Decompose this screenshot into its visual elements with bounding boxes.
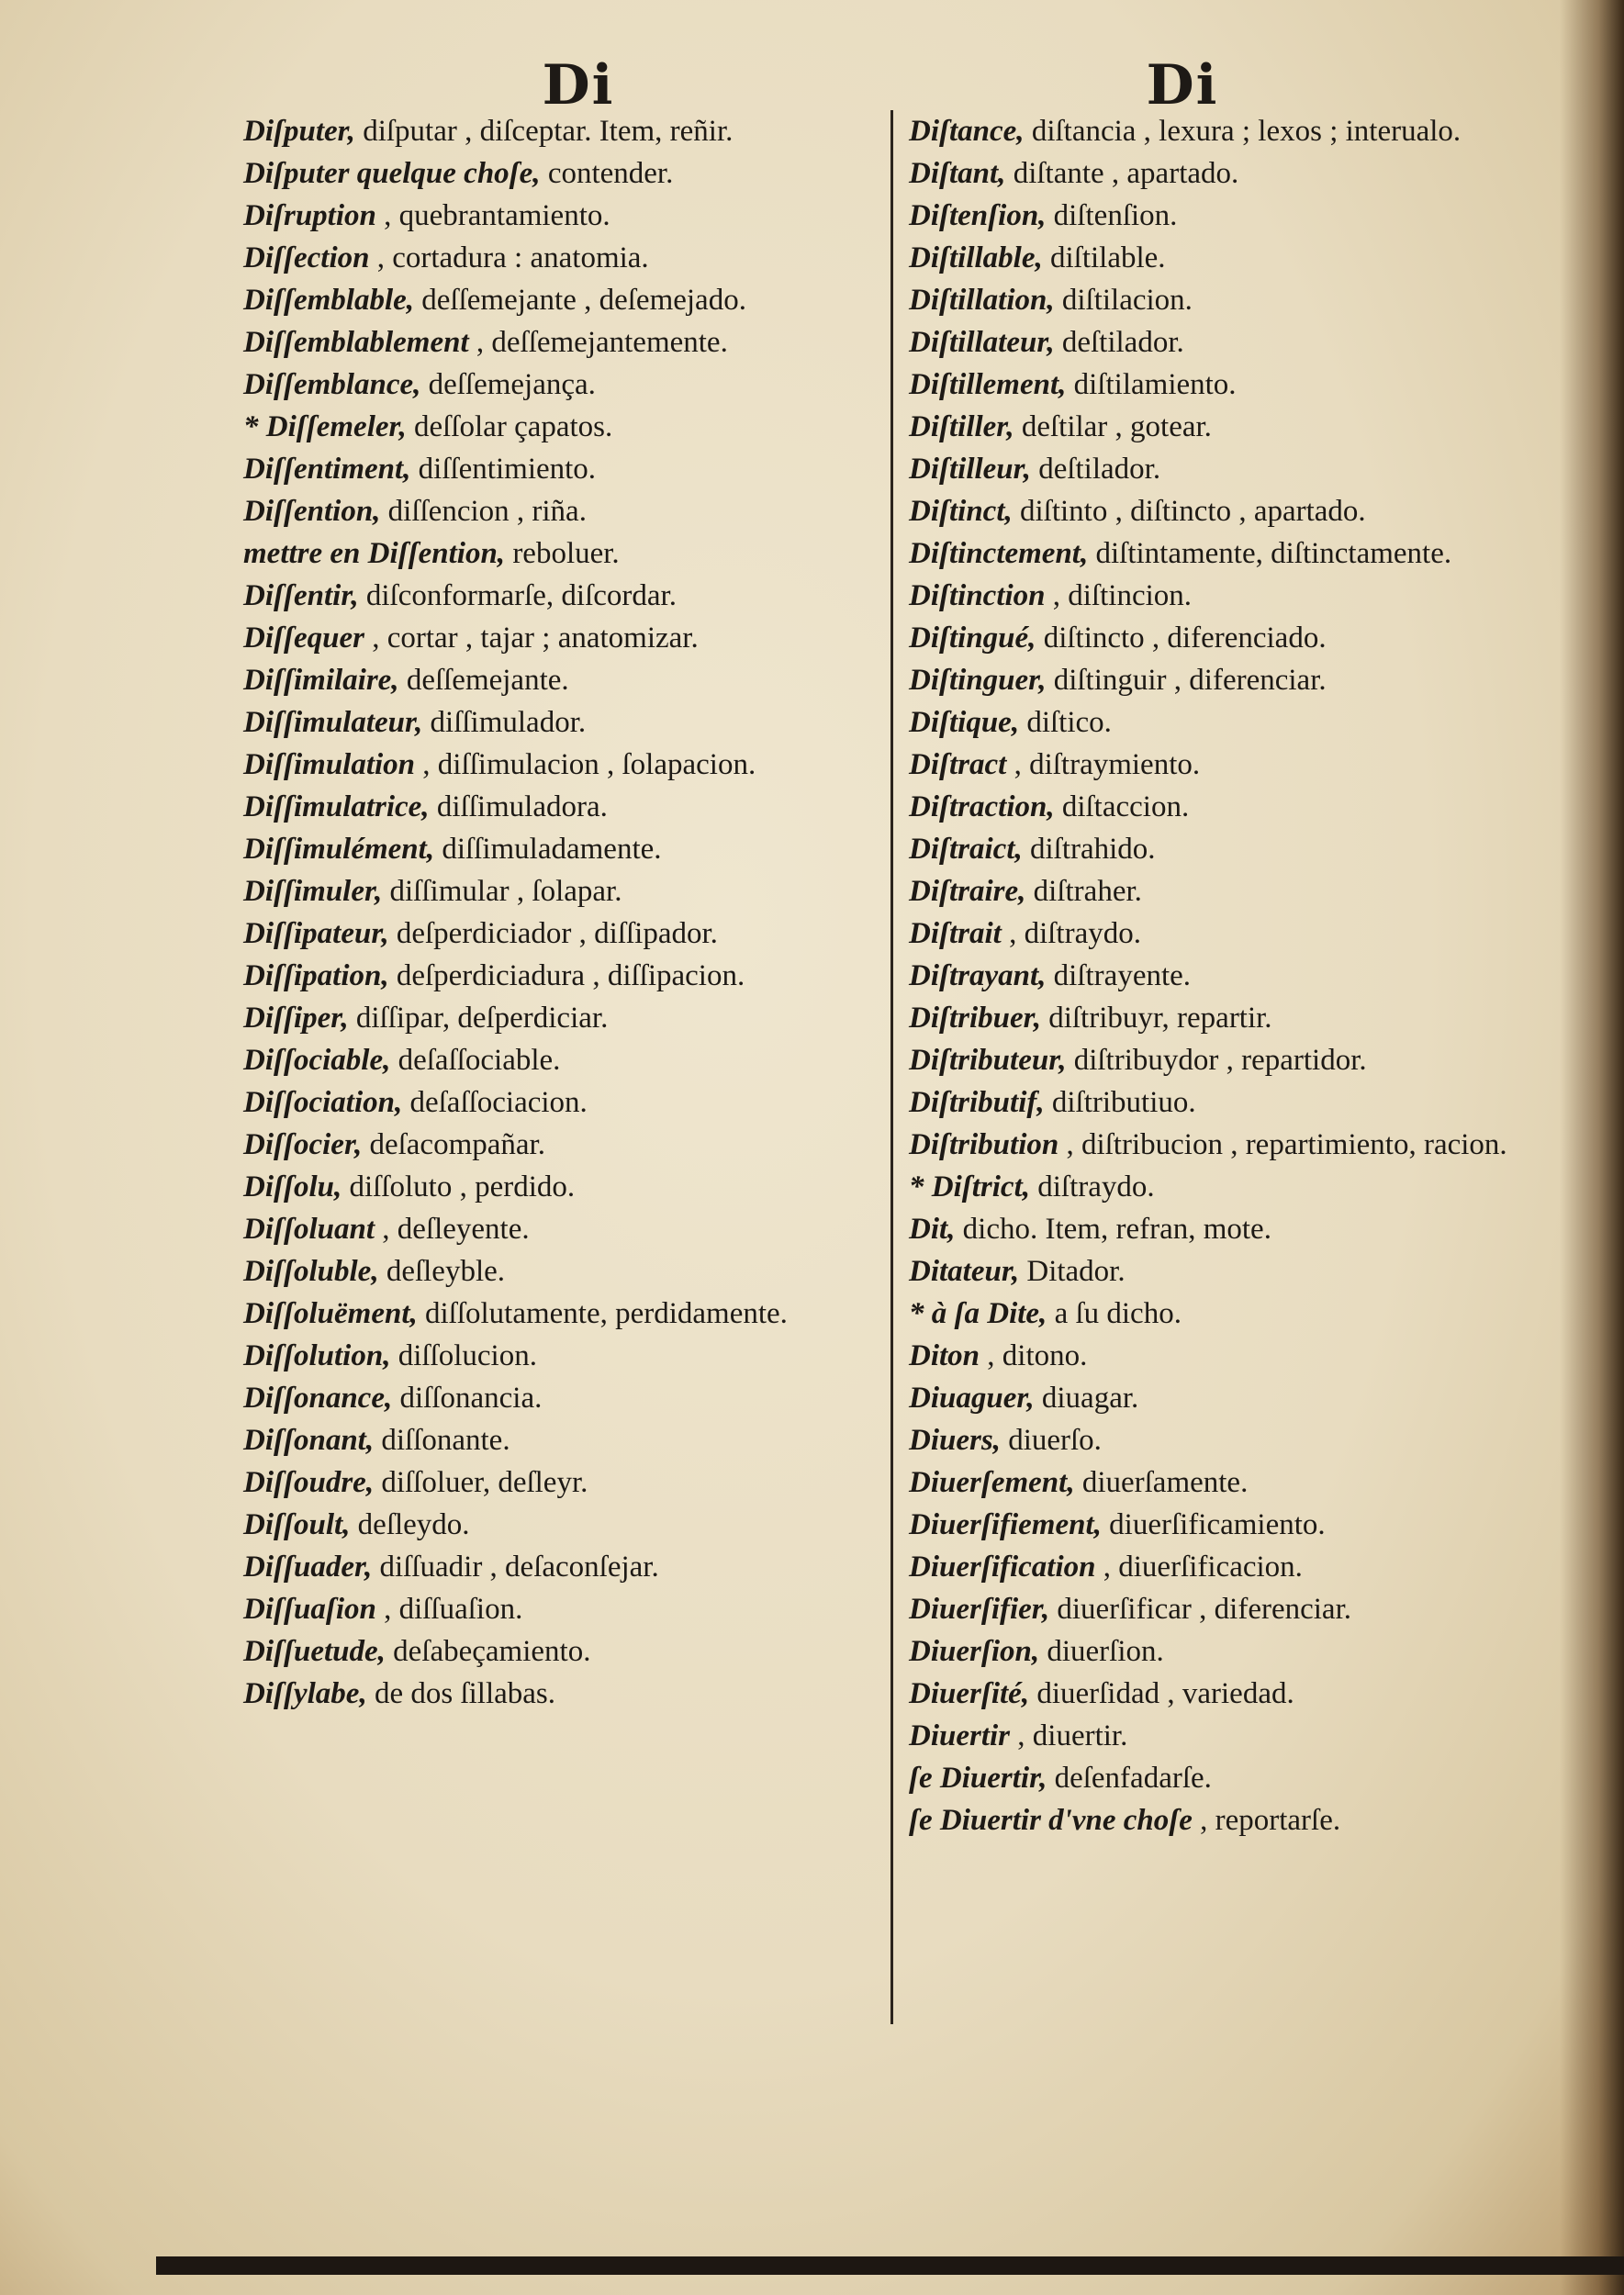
entry-headword: Diſtraict,	[909, 833, 1023, 866]
entry-headword: Diſtinct,	[909, 495, 1013, 528]
dictionary-entry	[909, 997, 1515, 1039]
dictionary-entry	[909, 575, 1515, 617]
entry-translation: deſleydo.	[350, 1508, 470, 1541]
entry-translation: diſtribuydor , repartidor.	[1066, 1044, 1367, 1077]
entry-translation: , diſſimulacion , ſolapacion.	[415, 748, 756, 781]
dictionary-entry	[909, 828, 1515, 870]
dictionary-entry	[243, 1039, 886, 1081]
entry-translation: diſſoluto , perdido.	[342, 1170, 576, 1203]
dictionary-entry	[909, 1208, 1515, 1250]
entry-headword: Diſſimulateur,	[243, 706, 423, 739]
dictionary-entry	[243, 1081, 886, 1124]
entry-headword: Diſſimuler,	[243, 875, 383, 908]
dictionary-entry	[243, 997, 886, 1039]
dictionary-entry	[243, 701, 886, 744]
entry-headword: Diſſentir,	[243, 579, 359, 612]
entry-headword: Diſtributif,	[909, 1086, 1045, 1119]
entry-headword: Diſſemblablement	[243, 326, 469, 359]
entry-headword: Diſſentiment,	[243, 453, 411, 486]
entry-translation: , cortar , tajar ; anatomizar.	[364, 621, 699, 655]
entry-translation: diſſentimiento.	[410, 453, 597, 486]
column-divider	[890, 110, 893, 2024]
entry-translation: diſtributiuo.	[1044, 1086, 1196, 1119]
entry-translation: , quebrantamiento.	[375, 199, 610, 232]
entry-translation: , diuerſificacion.	[1095, 1551, 1303, 1584]
dictionary-entry	[909, 1039, 1515, 1081]
dictionary-entry	[909, 617, 1515, 659]
entry-headword: Diſtributeur,	[909, 1044, 1067, 1077]
entry-headword: Diſſention,	[243, 495, 381, 528]
entry-headword: Diſtant,	[909, 157, 1006, 190]
dictionary-entry	[243, 406, 886, 448]
entry-headword: Diuertir	[909, 1719, 1011, 1752]
dictionary-entry	[243, 237, 886, 279]
entry-headword: ſe Diuertir d'vne choſe	[909, 1804, 1193, 1837]
dictionary-entry	[243, 617, 886, 659]
entry-translation: deſtilador.	[1054, 326, 1184, 359]
entry-headword: Diſſemblance,	[243, 368, 421, 401]
entry-translation: deſſemejante.	[398, 664, 569, 697]
entry-translation: diuerſo.	[1000, 1424, 1102, 1457]
dictionary-entry	[909, 152, 1515, 195]
entry-headword: Diuaguer,	[909, 1382, 1035, 1415]
entry-translation: diſſimuladamente.	[434, 833, 662, 866]
dictionary-entry	[243, 575, 886, 617]
entry-translation: deſtilar , gotear.	[1014, 410, 1212, 443]
entry-translation: , diſtincion.	[1045, 579, 1193, 612]
entry-translation: deſtilador.	[1030, 453, 1161, 486]
entry-translation: Ditador.	[1019, 1255, 1126, 1288]
book-gutter-shadow	[1560, 0, 1624, 2295]
entry-headword: Diſputer,	[243, 115, 355, 148]
entry-translation: , ditono.	[980, 1339, 1088, 1372]
entry-headword: Diſtilleur,	[909, 453, 1031, 486]
entry-headword: Diſſection	[243, 241, 370, 274]
dictionary-entry	[909, 1715, 1515, 1757]
entry-headword: Diſſociation,	[243, 1086, 403, 1119]
entry-headword: Diſſipation,	[243, 959, 389, 992]
entry-headword: Diſſoluëment,	[243, 1297, 418, 1330]
entry-translation: diſtrayente.	[1046, 959, 1192, 992]
dictionary-entry	[243, 912, 886, 955]
entry-translation: , deſſemejantemente.	[468, 326, 728, 359]
dictionary-entry	[243, 195, 886, 237]
dictionary-entry	[909, 532, 1515, 575]
entry-translation: de dos ſillabas.	[366, 1677, 556, 1710]
entry-headword: * Diſſemeler,	[243, 410, 407, 443]
entry-headword: Diuerſion,	[909, 1635, 1040, 1668]
entry-headword: Diſtraire,	[909, 875, 1026, 908]
entry-translation: deſaſſociable.	[390, 1044, 561, 1077]
dictionary-entry	[243, 1335, 886, 1377]
entry-headword: Diuerſifier,	[909, 1593, 1050, 1626]
entry-translation: diſtintamente, diſtinctamente.	[1088, 537, 1452, 570]
dictionary-entry	[909, 1293, 1515, 1335]
entry-headword: Diſſociable,	[243, 1044, 391, 1077]
dictionary-entry	[243, 1588, 886, 1630]
dictionary-entry	[909, 1673, 1515, 1715]
entry-translation: diſſonante.	[374, 1424, 510, 1457]
entry-headword: Diſſemblable,	[243, 284, 415, 317]
entry-translation: diſtrahido.	[1022, 833, 1156, 866]
entry-headword: Diſtinction	[909, 579, 1046, 612]
entry-translation: diſtraydo.	[1029, 1170, 1155, 1203]
entry-translation: diſſimular , ſolapar.	[382, 875, 622, 908]
entry-headword: Diſſimulément,	[243, 833, 435, 866]
dictionary-entry	[909, 659, 1515, 701]
left-column	[243, 110, 886, 1715]
entry-headword: Diſſoluant	[243, 1213, 375, 1246]
entry-translation: diſſencion , riña.	[380, 495, 587, 528]
entry-translation: a ſu dicho.	[1047, 1297, 1182, 1330]
dictionary-entry	[909, 1081, 1515, 1124]
entry-translation: , diſtraymiento.	[1006, 748, 1201, 781]
entry-headword: mettre en Diſſention,	[243, 537, 506, 570]
dictionary-entry	[909, 448, 1515, 490]
dictionary-entry	[243, 955, 886, 997]
entry-translation: deſſemejança.	[420, 368, 596, 401]
dictionary-entry	[243, 1377, 886, 1419]
dictionary-entry	[909, 279, 1515, 321]
dictionary-entry	[243, 321, 886, 364]
entry-headword: Ditateur,	[909, 1255, 1020, 1288]
entry-translation: deſabeçamiento.	[385, 1635, 591, 1668]
dictionary-entry	[243, 1546, 886, 1588]
entry-headword: Diſſimulatrice,	[243, 790, 430, 823]
entry-headword: Diuerſement,	[909, 1466, 1075, 1499]
dictionary-entry	[909, 1799, 1515, 1842]
dictionary-entry	[909, 1377, 1515, 1419]
dictionary-entry	[243, 1208, 886, 1250]
dictionary-entry	[243, 448, 886, 490]
dictionary-entry	[909, 321, 1515, 364]
entry-translation: diuerſificar , diferenciar.	[1049, 1593, 1351, 1626]
dictionary-entry	[909, 1588, 1515, 1630]
dictionary-entry	[909, 912, 1515, 955]
dictionary-entry	[243, 1504, 886, 1546]
entry-headword: Diſſolu,	[243, 1170, 342, 1203]
dictionary-entry	[909, 955, 1515, 997]
entry-headword: Diſſoudre,	[243, 1466, 375, 1499]
entry-headword: Diſſoluble,	[243, 1255, 379, 1288]
entry-headword: Diuerſification	[909, 1551, 1096, 1584]
entry-translation: diſſonancia.	[392, 1382, 543, 1415]
dictionary-entry	[909, 744, 1515, 786]
entry-translation: diuerſificamiento.	[1101, 1508, 1326, 1541]
dictionary-entry	[909, 1630, 1515, 1673]
entry-translation: diſtancia , lexura ; lexos ; interualo.	[1024, 115, 1462, 148]
entry-translation: deſleyble.	[378, 1255, 506, 1288]
dictionary-entry	[243, 1461, 886, 1504]
entry-translation: , diſtraydo.	[1001, 917, 1141, 950]
entry-headword: Diſtrayant,	[909, 959, 1047, 992]
dictionary-entry	[243, 659, 886, 701]
entry-headword: Diſtinguer,	[909, 664, 1047, 697]
entry-headword: Diſſonant,	[243, 1424, 375, 1457]
entry-headword: Diſtinctement,	[909, 537, 1089, 570]
dictionary-entry	[909, 786, 1515, 828]
left-running-header: Di	[542, 53, 615, 118]
dictionary-entry	[243, 152, 886, 195]
dictionary-entry	[909, 1546, 1515, 1588]
entry-headword: Diſtenſion,	[909, 199, 1047, 232]
entry-headword: Diſtillement,	[909, 368, 1067, 401]
entry-translation: diſtante , apartado.	[1005, 157, 1239, 190]
entry-translation: diuerſamente.	[1074, 1466, 1249, 1499]
entry-translation: diſſuadir , deſaconſejar.	[372, 1551, 659, 1584]
dictionary-entry	[243, 490, 886, 532]
dictionary-entry	[909, 870, 1515, 912]
dictionary-entry	[243, 1419, 886, 1461]
dictionary-entry	[243, 279, 886, 321]
entry-translation: diſtaccion.	[1054, 790, 1190, 823]
page-bottom-edge	[156, 2256, 1624, 2275]
dictionary-entry	[909, 110, 1515, 152]
dictionary-entry	[909, 1757, 1515, 1799]
entry-headword: Diſſuaſion	[243, 1593, 376, 1626]
right-running-header: Di	[1146, 53, 1219, 118]
entry-translation: , diuertir.	[1010, 1719, 1128, 1752]
entry-headword: Diſſylabe,	[243, 1677, 367, 1710]
entry-translation: diſtico.	[1019, 706, 1112, 739]
dictionary-entry	[909, 1250, 1515, 1293]
entry-headword: Diſtiller,	[909, 410, 1014, 443]
entry-headword: Diſſolution,	[243, 1339, 391, 1372]
dictionary-entry	[243, 532, 886, 575]
entry-headword: Diſſonance,	[243, 1382, 393, 1415]
entry-headword: Diſtribuer,	[909, 1002, 1041, 1035]
dictionary-entry	[909, 701, 1515, 744]
entry-translation: diſtilable.	[1042, 241, 1166, 274]
dictionary-entry	[909, 1166, 1515, 1208]
entry-translation: deſſolar çapatos.	[406, 410, 613, 443]
dictionary-entry	[243, 786, 886, 828]
entry-headword: Diſtillation,	[909, 284, 1055, 317]
dictionary-entry	[243, 744, 886, 786]
entry-headword: Diſſimulation	[243, 748, 416, 781]
entry-translation: , deſleyente.	[375, 1213, 530, 1246]
entry-translation: diſtinto , diſtincto , apartado.	[1012, 495, 1366, 528]
entry-translation: deſenfadarſe.	[1047, 1762, 1212, 1795]
dictionary-entry	[909, 195, 1515, 237]
entry-translation: dicho. Item, refran, mote.	[955, 1213, 1271, 1246]
entry-headword: Diſputer quelque choſe,	[243, 157, 541, 190]
dictionary-entry	[909, 490, 1515, 532]
entry-translation: diſconformarſe, diſcordar.	[358, 579, 677, 612]
entry-translation: diſtilacion.	[1054, 284, 1193, 317]
entry-translation: diſputar , diſceptar. Item, reñir.	[354, 115, 734, 148]
entry-translation: diſtinguir , diferenciar.	[1046, 664, 1327, 697]
entry-headword: Diſtance,	[909, 115, 1025, 148]
dictionary-entry	[909, 364, 1515, 406]
dictionary-entry	[909, 1461, 1515, 1504]
dictionary-entry	[243, 870, 886, 912]
entry-translation: , diſſuaſion.	[375, 1593, 523, 1626]
dictionary-entry	[243, 828, 886, 870]
dictionary-entry	[243, 1124, 886, 1166]
entry-headword: Diſtique,	[909, 706, 1020, 739]
entry-translation: diſſolucion.	[390, 1339, 537, 1372]
entry-headword: Diſſoult,	[243, 1508, 351, 1541]
entry-headword: Diuers,	[909, 1424, 1001, 1457]
entry-headword: Diuerſifiement,	[909, 1508, 1102, 1541]
entry-headword: Diſtillateur,	[909, 326, 1055, 359]
entry-headword: Diſſipateur,	[243, 917, 389, 950]
entry-headword: Diſſequer	[243, 621, 364, 655]
entry-headword: ſe Diuertir,	[909, 1762, 1047, 1795]
entry-translation: deſacompañar.	[362, 1128, 545, 1161]
entry-translation: , cortadura : anatomia.	[369, 241, 649, 274]
entry-translation: diſſimulador.	[422, 706, 587, 739]
dictionary-entry	[243, 1673, 886, 1715]
entry-translation: diſſoluer, deſleyr.	[374, 1466, 588, 1499]
entry-translation: diſtenſion.	[1046, 199, 1178, 232]
entry-translation: deſſemejante , deſemejado.	[414, 284, 746, 317]
entry-headword: Diſſuetude,	[243, 1635, 386, 1668]
entry-translation: contender.	[540, 157, 674, 190]
entry-translation: diuerſion.	[1039, 1635, 1164, 1668]
dictionary-entry	[243, 1250, 886, 1293]
entry-headword: Diſruption	[243, 199, 376, 232]
entry-headword: Diſtrait	[909, 917, 1002, 950]
entry-headword: Diſſuader,	[243, 1551, 373, 1584]
entry-translation: diſtilamiento.	[1066, 368, 1237, 401]
dictionary-entry	[243, 1630, 886, 1673]
dictionary-entry	[243, 1166, 886, 1208]
dictionary-entry	[909, 1335, 1515, 1377]
entry-headword: Diſſiper,	[243, 1002, 349, 1035]
entry-headword: Diſtingué,	[909, 621, 1036, 655]
dictionary-entry	[909, 1504, 1515, 1546]
entry-translation: , diſtribucion , repartimiento, racion.	[1058, 1128, 1507, 1161]
entry-translation: diſſolutamente, perdidamente.	[417, 1297, 788, 1330]
entry-translation: diſſipar, deſperdiciar.	[348, 1002, 609, 1035]
entry-translation: diſſimuladora.	[429, 790, 608, 823]
dictionary-entry	[909, 237, 1515, 279]
dictionary-entry	[243, 110, 886, 152]
dictionary-entry	[909, 406, 1515, 448]
right-column	[909, 110, 1515, 1842]
entry-headword: * à ſa Dite,	[909, 1297, 1047, 1330]
entry-translation: reboluer.	[505, 537, 620, 570]
entry-headword: Diſtraction,	[909, 790, 1055, 823]
entry-translation: diſtincto , diferenciado.	[1036, 621, 1327, 655]
entry-headword: Diſſocier,	[243, 1128, 363, 1161]
entry-translation: deſperdiciador , diſſipador.	[388, 917, 718, 950]
entry-headword: Diſtillable,	[909, 241, 1043, 274]
entry-translation: diſtraher.	[1025, 875, 1142, 908]
entry-headword: * Diſtrict,	[909, 1170, 1030, 1203]
dictionary-entry	[243, 1293, 886, 1335]
entry-headword: Diton	[909, 1339, 980, 1372]
dictionary-entry	[243, 364, 886, 406]
dictionary-entry	[909, 1419, 1515, 1461]
entry-translation: , reportarſe.	[1192, 1804, 1341, 1837]
entry-headword: Diuerſité,	[909, 1677, 1030, 1710]
entry-translation: deſperdiciadura , diſſipacion.	[388, 959, 745, 992]
entry-translation: diuagar.	[1034, 1382, 1139, 1415]
entry-headword: Diſſimilaire,	[243, 664, 399, 697]
entry-headword: Dit,	[909, 1213, 956, 1246]
entry-headword: Diſtract	[909, 748, 1007, 781]
entry-translation: diſtribuyr, repartir.	[1040, 1002, 1272, 1035]
entry-headword: Diſtribution	[909, 1128, 1059, 1161]
entry-translation: deſaſſociacion.	[402, 1086, 588, 1119]
entry-translation: diuerſidad , variedad.	[1029, 1677, 1294, 1710]
dictionary-entry	[909, 1124, 1515, 1166]
